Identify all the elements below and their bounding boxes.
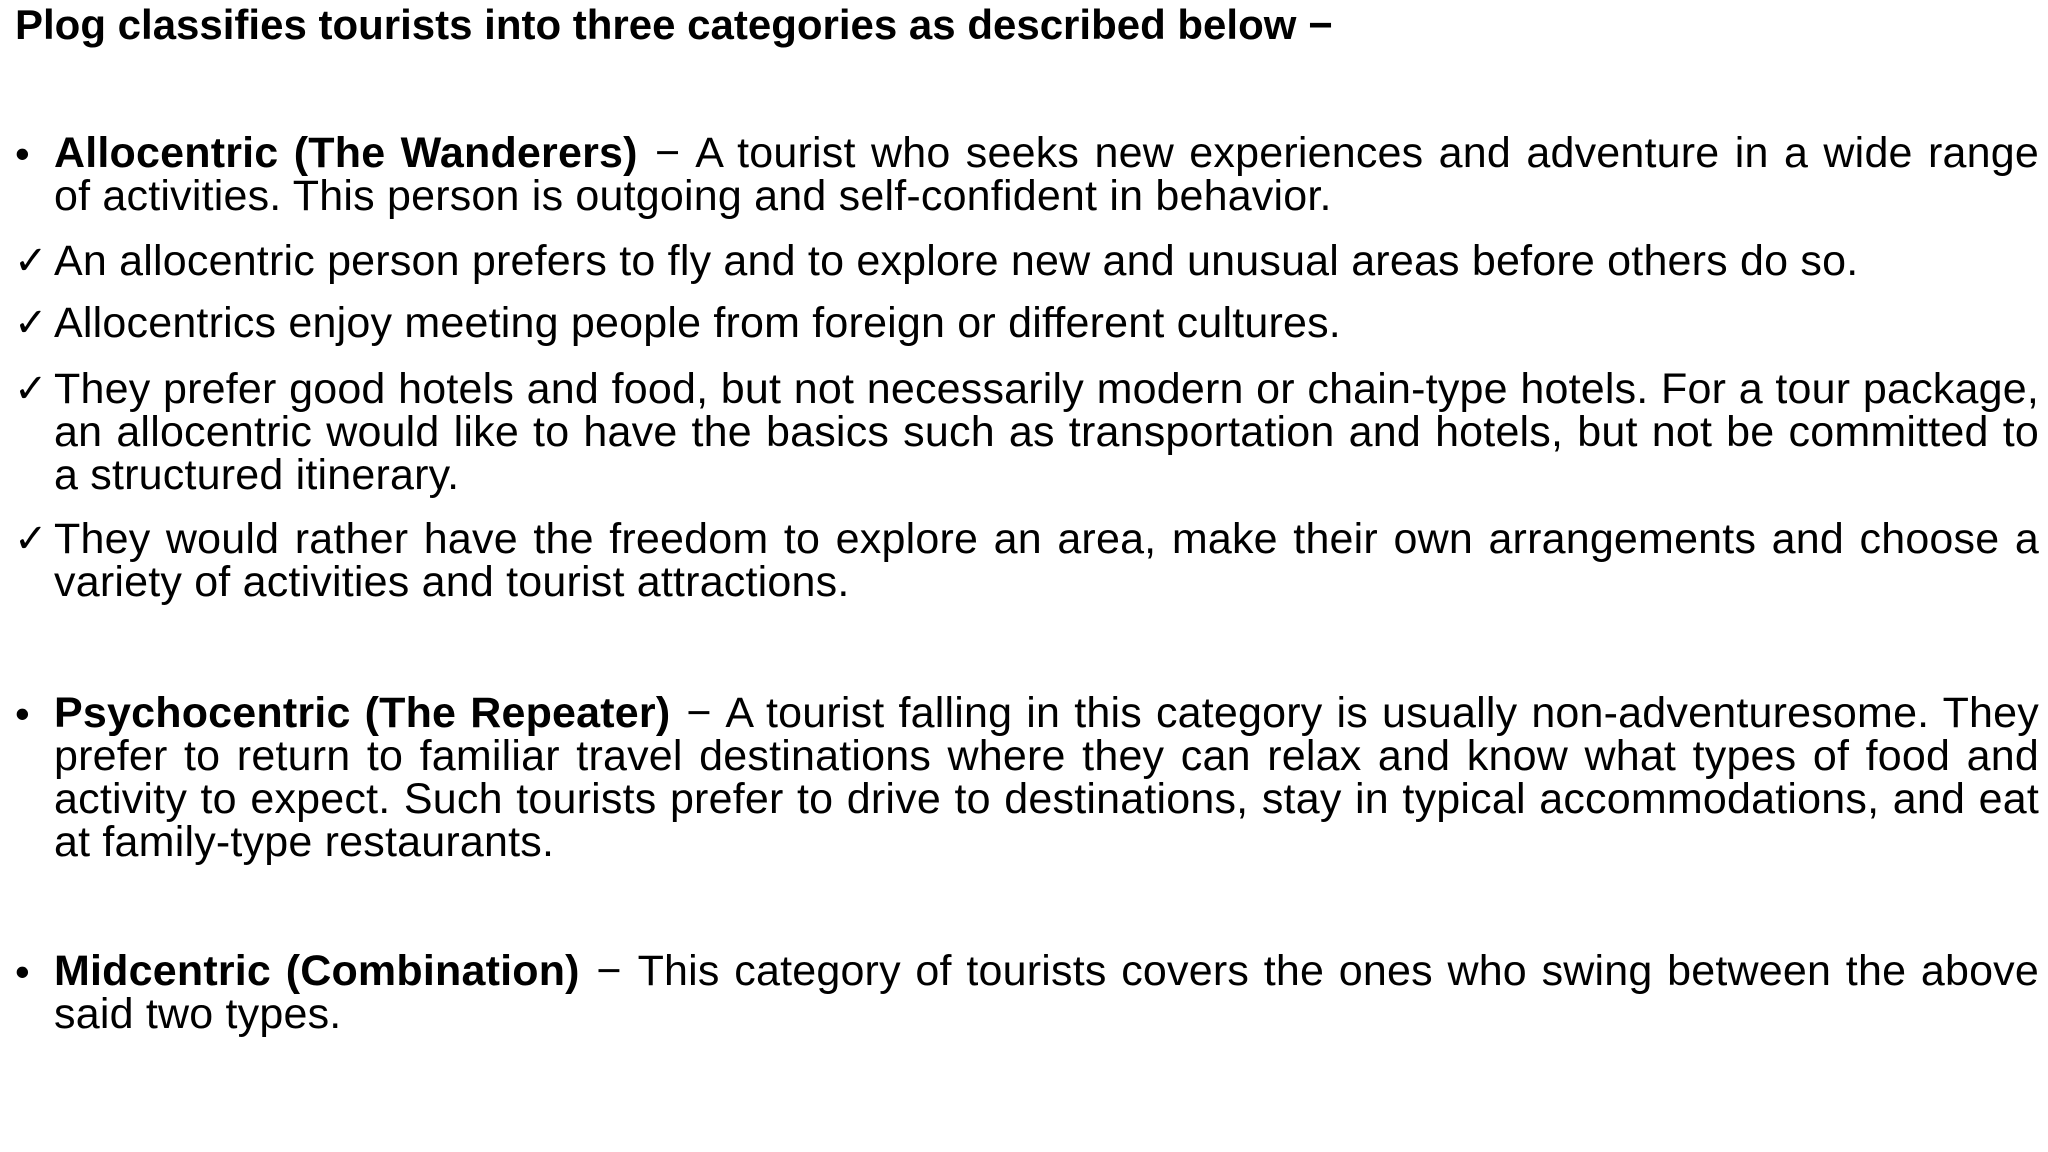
term-psychocentric: Psychocentric (The Repeater) xyxy=(54,689,671,737)
check-item-text: They prefer good hotels and food, but not necessarily modern or chain-type hotels. For a tour package, an allocentric would like to have the basics such as transportation and hotels, but not be committed to a structured itinerary. xyxy=(54,365,2039,499)
bullet-midcentric xyxy=(0,947,2048,1038)
check-item xyxy=(0,515,2048,606)
bullet-psychocentric-text xyxy=(54,689,2039,866)
dash-separator: − xyxy=(654,129,681,177)
bullet-allocentric xyxy=(0,129,2048,220)
check-icon: ✓ xyxy=(14,517,48,561)
psychocentric-description: A tourist falling in this category is usually non-adventuresome. They prefer to return to familiar travel destinations where they can relax and know what types of food and activity to expect. Such tourists prefer to drive to destinations, stay in typical accommodations, and eat at family-type restaurants. xyxy=(54,689,2039,866)
bullet-psychocentric xyxy=(0,689,2048,866)
dash-separator: − xyxy=(686,689,712,737)
check-item-text: They would rather have the freedom to explore an area, make their own arrangements and choose a variety of activities and tourist attractions. xyxy=(54,515,2039,606)
allocentric-description: A tourist who seeks new experiences and adventure in a wide range of activities. This person is outgoing and self-confident in behavior. xyxy=(54,129,2039,220)
check-item-text: An allocentric person prefers to fly and to explore new and unusual areas before others do so. xyxy=(54,237,1859,285)
term-midcentric: Midcentric (Combination) xyxy=(54,947,580,995)
check-icon: ✓ xyxy=(14,301,48,345)
term-allocentric: Allocentric (The Wanderers) xyxy=(54,129,638,177)
bullet-marker: • xyxy=(15,130,30,177)
check-item xyxy=(0,237,2048,285)
check-icon: ✓ xyxy=(14,367,48,411)
check-item-text: Allocentrics enjoy meeting people from foreign or different cultures. xyxy=(54,299,1341,347)
bullet-midcentric-text xyxy=(54,947,2039,1038)
dash-separator: − xyxy=(596,947,622,995)
midcentric-description: This category of tourists covers the ones who swing between the above said two types. xyxy=(54,947,2039,1038)
slide-heading: Plog classifies tourists into three categories as described below − xyxy=(15,1,1333,48)
check-item xyxy=(0,365,2048,499)
bullet-marker: • xyxy=(15,690,30,737)
check-item xyxy=(0,299,2048,347)
check-icon: ✓ xyxy=(14,239,48,283)
bullet-allocentric-text xyxy=(54,129,2039,220)
bullet-marker: • xyxy=(15,948,30,995)
